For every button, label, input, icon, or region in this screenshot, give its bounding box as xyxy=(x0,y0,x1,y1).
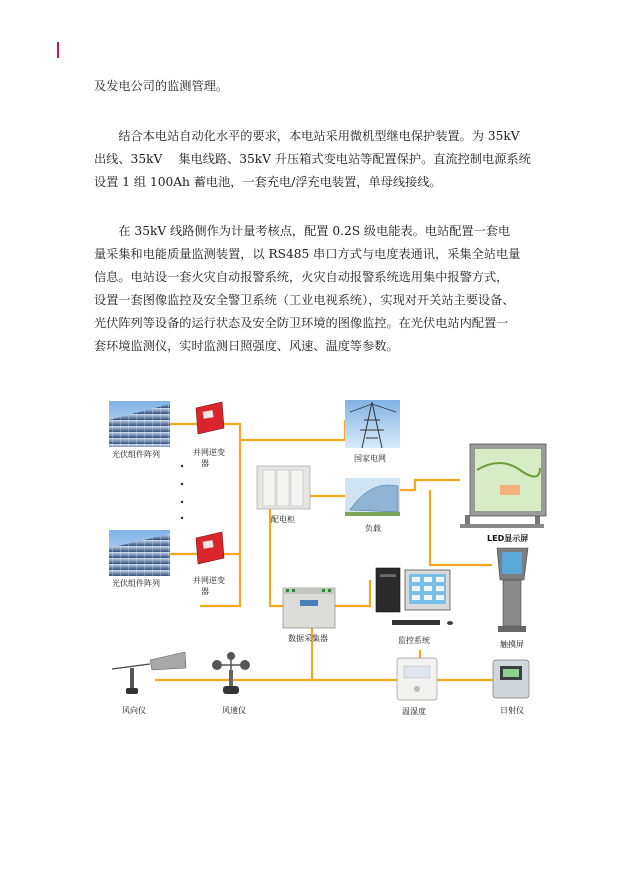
paragraph-line: 及发电公司的监测管理。 xyxy=(94,79,229,93)
pv-array-2 xyxy=(109,530,170,588)
paragraph-line: 出线、35kV 集电线路、35kV 升压箱式变电站等配置保护。直流控制电源系统 xyxy=(94,152,531,166)
load-building xyxy=(345,478,400,533)
temp-humidity-sensor xyxy=(397,658,437,716)
anemometer-label: 风速仪 xyxy=(222,706,246,715)
paragraph-line: 量采集和电能质量监测装置，以 RS485 串口方式与电度表通讯，采集全站电量 xyxy=(94,247,521,261)
inverter-2-label-line1: 并网逆变 xyxy=(193,576,225,585)
paragraph-line: 设置一套图像监控及安全警卫系统（工业电视系统），实现对开关站主要设备、 xyxy=(94,293,515,307)
temp-humidity-label: 温湿度 xyxy=(402,707,426,716)
inverter-2 xyxy=(193,532,225,596)
led-screen xyxy=(460,444,546,543)
paragraph-line: 套环境监测仪，实时监测日照强度、风速、温度等参数。 xyxy=(94,339,399,353)
load-label: 负载 xyxy=(365,524,381,533)
inverter-2-label-line2: 器 xyxy=(201,587,209,596)
wind-vane-label: 风向仪 xyxy=(122,706,146,715)
wind-vane xyxy=(112,652,186,715)
paragraph-line: 设置 1 组 100Ah 蓄电池，一套充电/浮充电装置，单母线接线。 xyxy=(94,175,442,189)
grid-tower xyxy=(345,400,400,463)
inverter-1-label-line1: 并网逆变 xyxy=(193,448,225,457)
paragraph-line: 结合本电站自动化水平的要求，本电站采用微机型继电保护装置。为 35kV xyxy=(94,129,520,143)
led-screen-label: LED显示屏 xyxy=(487,534,529,543)
paragraph-line: 光伏阵列等设备的运行状态及安全防卫环境的图像监控。在光伏电站内配置一 xyxy=(94,316,509,330)
paragraph-line: 在 35kV 线路侧作为计量考核点，配置 0.2S 级电能表。电站配置一套电 xyxy=(94,224,511,238)
inverter-1-label-line2: 器 xyxy=(201,459,209,468)
irradiance-meter xyxy=(493,660,529,715)
pv-array-2-label: 光伏组件阵列 xyxy=(112,579,160,588)
grid-label: 国家电网 xyxy=(354,454,386,463)
touch-screen-label: 触摸屏 xyxy=(500,640,524,649)
pv-array-1-label: 光伏组件阵列 xyxy=(112,450,160,459)
monitoring-pc xyxy=(376,568,453,645)
ellipsis-dots xyxy=(181,465,183,519)
data-collector xyxy=(283,588,335,643)
monitoring-system-label: 监控系统 xyxy=(398,636,430,645)
data-collector-label: 数据采集器 xyxy=(288,634,328,643)
touch-screen-kiosk xyxy=(497,548,528,649)
pv-array-1 xyxy=(109,401,170,459)
irradiance-label: 日射仪 xyxy=(500,706,524,715)
anemometer xyxy=(212,652,250,715)
paragraph-line: 信息。电站设一套火灾自动报警系统，火灾自动报警系统选用集中报警方式， xyxy=(94,270,509,284)
inverter-1 xyxy=(193,402,225,468)
distribution-cabinet xyxy=(257,466,310,524)
distribution-cabinet-label: 配电柜 xyxy=(271,515,295,524)
